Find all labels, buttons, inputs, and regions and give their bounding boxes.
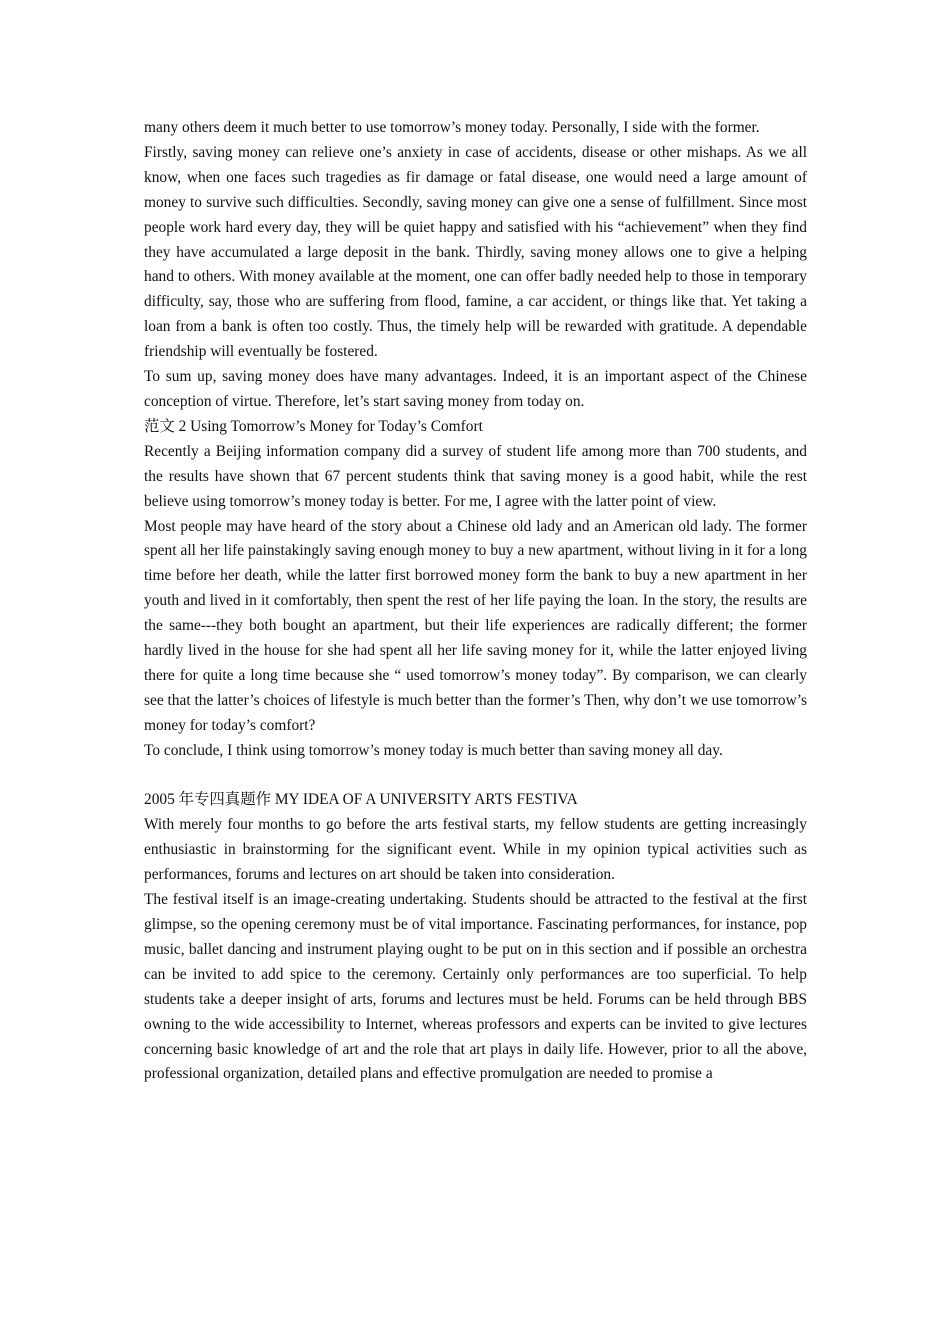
paragraph-survey: Recently a Beijing information company did a survey of student life among more than 700 students, and the results have shown that 67 percent students think that saving money is a good habit, while the rest believe using tomorrow’s money today is better. For me, I agree with the latter point of view. [144,442,807,510]
paragraph-saving-advantages: Firstly, saving money can relieve one’s anxiety in case of accidents, disease or other mishaps. As we all know, when one faces such tragedies as fir damage or fatal disease, one would need a large amount of money to survive such difficulties. Secondly, saving money can give one a sense of fulfillment. Since most people work hard every day, they will be quiet happy and satisfied with his “achievement” when they find they have accumulated a large deposit in the bank. Thirdly, saving money allows one to give a helping hand to others. With money available at the moment, one can offer badly needed help to those in temporary difficulty, say, those who are suffering from flood, famine, a car accident, or things like that. Yet taking a loan from a bank is often too costly. Thus, the timely help will be rewarded with gratitude. A dependable friendship will eventually be fostered. [144,143,807,361]
document-page [144,116,807,1087]
paragraph-festival-body: The festival itself is an image-creating undertaking. Students should be attracted to the festival at the first glimpse, so the opening ceremony must be of vital importance. Fascinating performances, for instance, pop music, ballet dancing and instrument playing ought to be put on in this section and if possible an orchestra can be invited to add spice to the ceremony. Certainly only performances are too superficial. To help students take a deeper insight of arts, forums and lectures must be held. Forums can be held through BBS owning to the wide accessibility to Internet, whereas professors and experts can be invited to give lectures concerning basic knowledge of art and the role that art plays in daily life. However, prior to all the above, professional organization, detailed plans and effective promulgation are needed to promise a [144,891,807,1083]
paragraph-conclusion-saving: To sum up, saving money does have many advantages. Indeed, it is an important aspect of the Chinese conception of virtue. Therefore, let’s start saving money from today on. [144,368,807,410]
paragraph-intro-continued: many others deem it much better to use tomorrow’s money today. Personally, I side with the former. [144,119,760,136]
sample-essay-2-title: 范文 2 Using Tomorrow’s Money for Today’s Comfort [144,417,483,435]
blank-line [144,764,807,789]
exam-essay-title: 2005 年专四真题作 MY IDEA OF A UNIVERSITY ARTS FESTIVA [144,791,578,809]
paragraph-story: Most people may have heard of the story about a Chinese old lady and an American old lady. The former spent all her life painstakingly saving enough money to buy a new apartment, without living in it for a long time before her death, while the latter first borrowed money form the bank to buy a new apartment in her youth and lived in it comfortably, then spent the rest of her life paying the loan. In the story, the results are the same---they both bought an apartment, but their life experiences are radically different; the former hardly lived in the house for she had spent all her life saving money for it, while the latter enjoyed living there for quite a long time because she “ used tomorrow’s money today”. By comparison, we can clearly see that the latter’s choices of lifestyle is much better than the former’s Then, why don’t we use tomorrow’s money for today’s comfort? [144,517,807,734]
paragraph-festival-intro: With merely four months to go before the arts festival starts, my fellow students are getting increasingly enthusiastic in brainstorming for the significant event. While in my opinion typical activities such as performances, forums and lectures on art should be taken into consideration. [144,816,807,884]
paragraph-conclusion-borrowing: To conclude, I think using tomorrow’s money today is much better than saving money all day. [144,741,723,759]
